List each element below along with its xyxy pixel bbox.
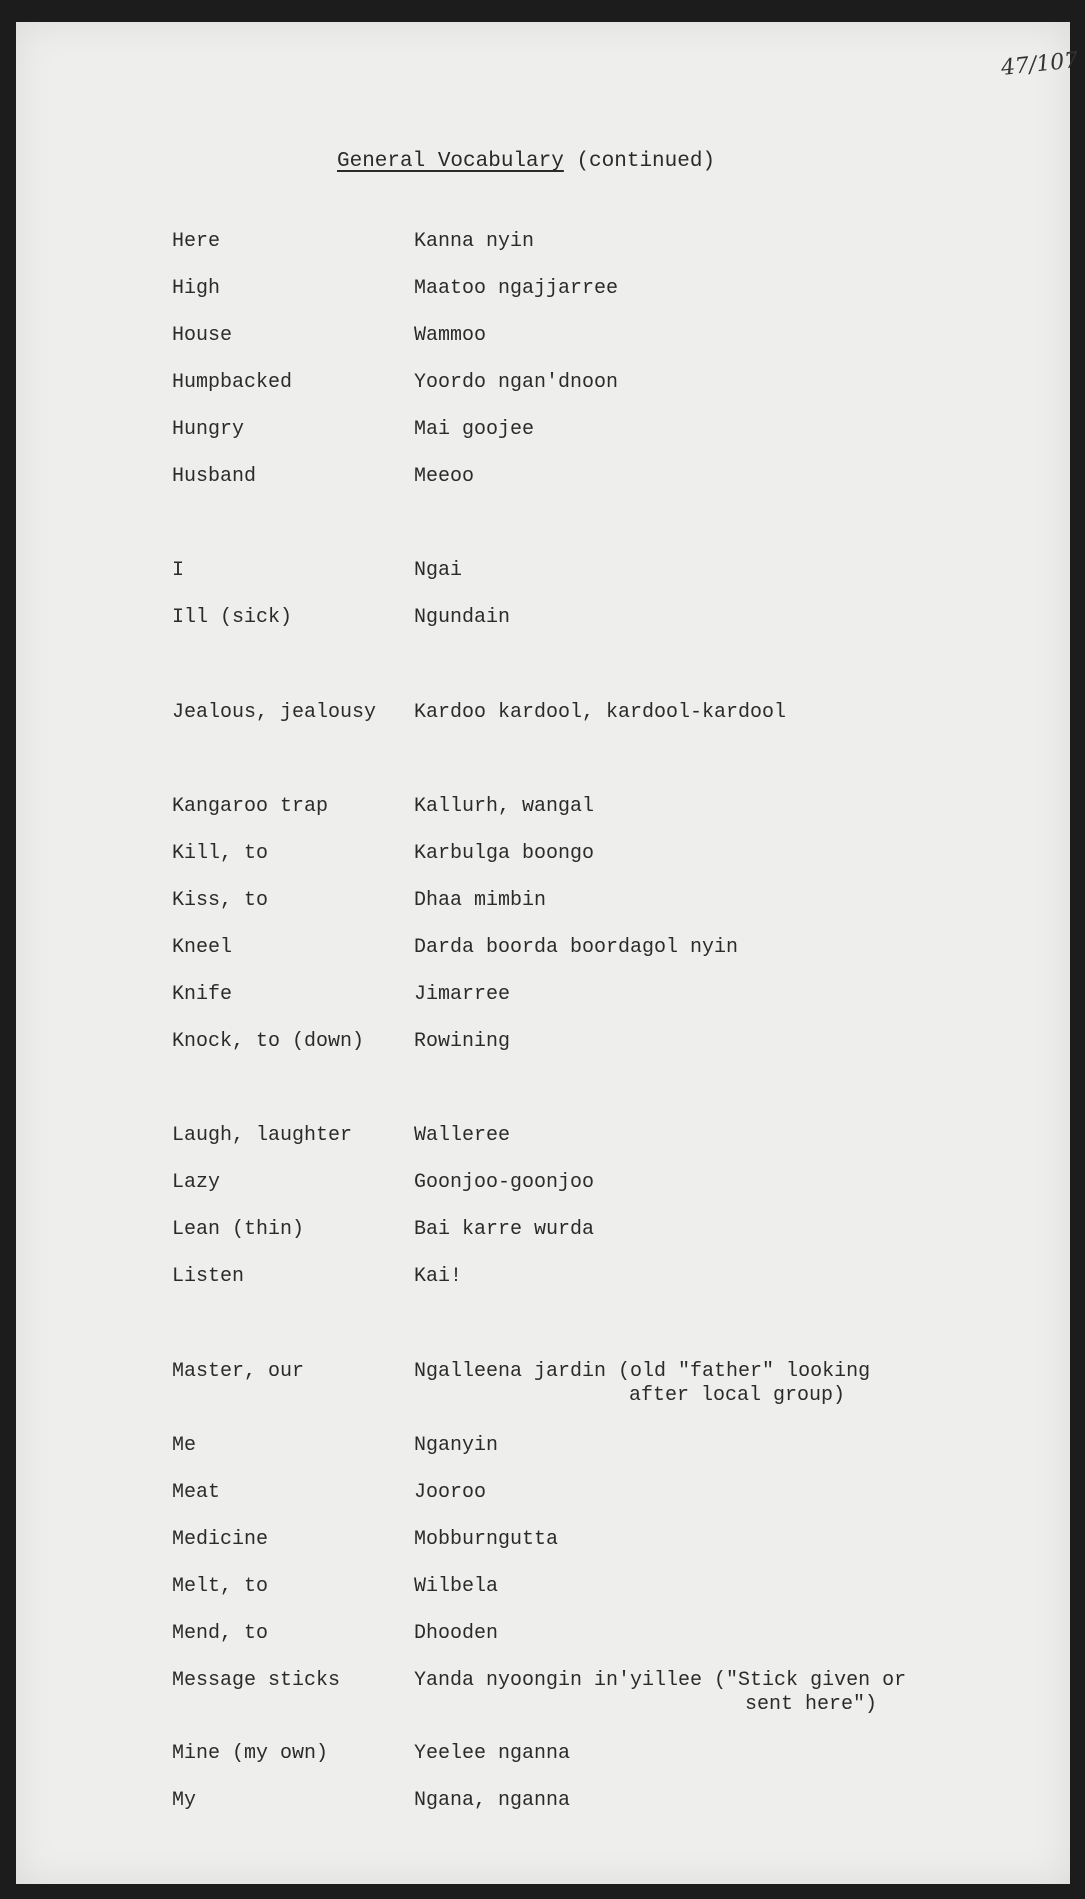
vocab-definition: Dhooden	[414, 1622, 499, 1645]
vocab-row	[16, 795, 1070, 825]
vocab-row	[16, 1528, 1070, 1558]
vocab-row	[16, 371, 1070, 401]
vocab-term: Melt, to	[172, 1575, 269, 1598]
vocab-definition: Goonjoo-goonjoo	[414, 1171, 595, 1194]
vocab-definition-continued: sent here")	[745, 1693, 878, 1716]
vocab-term: Humpbacked	[172, 371, 293, 394]
vocab-term: Here	[172, 230, 221, 253]
vocab-term: Kneel	[172, 936, 233, 959]
vocab-row	[16, 842, 1070, 872]
vocab-definition: Ngundain	[414, 606, 511, 629]
vocab-definition: Mobburngutta	[414, 1528, 559, 1551]
vocab-term: Ill (sick)	[172, 606, 293, 629]
vocab-term: Knock, to (down)	[172, 1030, 365, 1053]
vocab-definition: Ngana, nganna	[414, 1789, 571, 1812]
vocab-definition: Ngai	[414, 559, 463, 582]
vocab-row	[16, 418, 1070, 448]
vocab-definition: Nganyin	[414, 1434, 499, 1457]
vocab-term: Lazy	[172, 1171, 221, 1194]
vocab-definition: Walleree	[414, 1124, 511, 1147]
vocab-term: Husband	[172, 465, 257, 488]
vocab-term: I	[172, 559, 185, 582]
page-number: 47/107	[999, 48, 1080, 81]
vocab-term: Hungry	[172, 418, 245, 441]
vocab-row	[16, 1124, 1070, 1154]
vocab-row	[16, 1669, 1070, 1719]
vocab-term: Me	[172, 1434, 197, 1457]
vocab-term: Laugh, laughter	[172, 1124, 353, 1147]
vocab-definition: Mai goojee	[414, 418, 535, 441]
vocab-term: Mend, to	[172, 1622, 269, 1645]
document-page	[16, 22, 1080, 1884]
vocab-term: Listen	[172, 1265, 245, 1288]
vocab-row	[16, 1360, 1070, 1410]
vocab-row	[16, 1575, 1070, 1605]
vocab-definition: Darda boorda boordagol nyin	[414, 936, 739, 959]
vocab-row	[16, 277, 1070, 307]
vocab-definition: Maatoo ngajjarree	[414, 277, 619, 300]
vocab-term: Kiss, to	[172, 889, 269, 912]
vocab-row	[16, 1171, 1070, 1201]
vocab-definition: Kallurh, wangal	[414, 795, 595, 818]
vocab-row	[16, 1789, 1070, 1819]
vocab-row	[16, 1434, 1070, 1464]
vocab-row	[16, 1742, 1070, 1772]
vocab-definition: Yeelee nganna	[414, 1742, 571, 1765]
vocab-definition: Yoordo ngan'dnoon	[414, 371, 619, 394]
vocab-term: My	[172, 1789, 197, 1812]
vocab-definition: Dhaa mimbin	[414, 889, 547, 912]
vocab-row	[16, 936, 1070, 966]
vocab-definition: Rowining	[414, 1030, 511, 1053]
vocab-term: Jealous, jealousy	[172, 701, 377, 724]
vocab-row	[16, 465, 1070, 495]
vocab-row	[16, 701, 1070, 731]
vocab-row	[16, 1030, 1070, 1060]
vocab-term: Master, our	[172, 1360, 305, 1383]
vocab-definition: Yanda nyoongin in'yillee ("Stick given or	[414, 1669, 907, 1692]
vocab-definition: Bai karre wurda	[414, 1218, 595, 1241]
vocab-term: Medicine	[172, 1528, 269, 1551]
vocab-definition: Karbulga boongo	[414, 842, 595, 865]
vocab-definition: Kai!	[414, 1265, 463, 1288]
title-suffix: (continued)	[563, 150, 716, 173]
vocab-term: Kill, to	[172, 842, 269, 865]
vocab-row	[16, 1265, 1070, 1295]
vocab-row	[16, 1218, 1070, 1248]
vocab-row	[16, 983, 1070, 1013]
vocab-term: Meat	[172, 1481, 221, 1504]
vocab-definition: Wammoo	[414, 324, 487, 347]
vocab-definition-continued: after local group)	[629, 1384, 846, 1407]
page-title	[337, 150, 715, 173]
vocab-row	[16, 1481, 1070, 1511]
vocab-term: Message sticks	[172, 1669, 341, 1692]
vocab-definition: Wilbela	[414, 1575, 499, 1598]
vocab-definition: Kardoo kardool, kardool-kardool	[414, 701, 787, 724]
vocab-term: High	[172, 277, 221, 300]
vocab-definition: Meeoo	[414, 465, 475, 488]
vocab-term: Lean (thin)	[172, 1218, 305, 1241]
vocab-row	[16, 606, 1070, 636]
vocab-row	[16, 559, 1070, 589]
vocab-term: Knife	[172, 983, 233, 1006]
vocab-row	[16, 230, 1070, 260]
vocab-definition: Ngalleena jardin (old "father" looking	[414, 1360, 871, 1383]
vocab-row	[16, 324, 1070, 354]
vocab-term: Kangaroo trap	[172, 795, 329, 818]
vocab-term: House	[172, 324, 233, 347]
vocab-term: Mine (my own)	[172, 1742, 329, 1765]
vocab-row	[16, 889, 1070, 919]
title-main: General Vocabulary	[337, 150, 564, 173]
vocab-definition: Jimarree	[414, 983, 511, 1006]
vocab-definition: Kanna nyin	[414, 230, 535, 253]
vocab-definition: Jooroo	[414, 1481, 487, 1504]
vocab-row	[16, 1622, 1070, 1652]
